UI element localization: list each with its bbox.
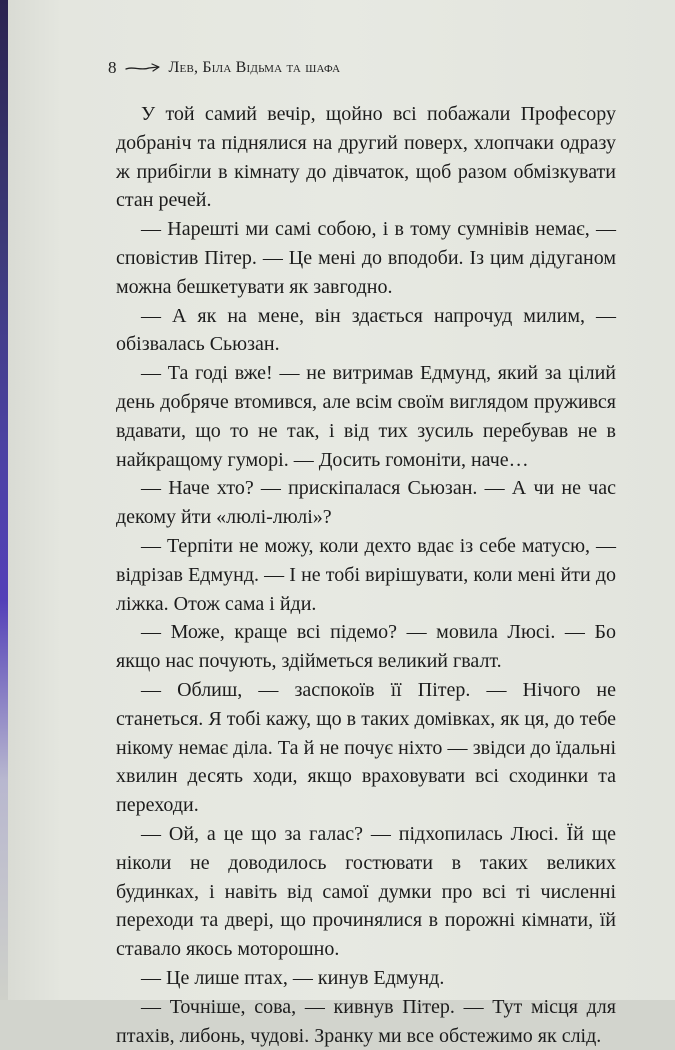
paragraph: — А як на мене, він здається напрочуд милим, — обізвалась Сьюзан.	[116, 304, 616, 356]
paragraph: — Облиш, — заспокоїв її Пітер. — Нічого не станеться. Я тобі кажу, що в таких домівках, як ця, до тебе нікому немає діла. Та й не почує ніхто — звідси до їдальні хвилин десять ходи, якщо враховувати всі сходинки та переходи.	[116, 678, 616, 817]
paragraph: У той самий вечір, щойно всі побажали Професору добраніч та піднялися на другий поверх, хлопчаки одразу ж прибігли в кімнату до дівчаток, щоб разом обмізкувати стан речей.	[116, 103, 616, 212]
page-header	[108, 55, 340, 81]
swash-arrow-icon	[125, 62, 161, 74]
paragraph: — Нарешті ми самі собою, і в тому сумнівів немає, — сповістив Пітер. — Це мені до вподоби. Із цим дідуганом можна бешкетувати як завгодно.	[116, 218, 616, 298]
paragraph: — Це лише птах, — кинув Едмунд.	[141, 966, 445, 989]
book-spine-edge	[0, 0, 8, 1000]
running-title: Лев, Біла Відьма та шафа	[168, 59, 341, 76]
paragraph: — Терпіти не можу, коли дехто вдає із себе матусю, — відрізав Едмунд. — І не тобі вирішувати, коли мені йти до ліжка. Отож сама і йди.	[116, 534, 616, 615]
body-text	[116, 100, 616, 1050]
paragraph: — Ой, а це що за галас? — підхопилась Люсі. Їй ще ніколи не доводилось гостювати в таких великих будинках, і навіть від самої думки про всі ті численні переходи та двері, що прочинялися в порожні кімнати, їй ставало якось моторошно.	[116, 822, 616, 961]
paragraph: — Та годі вже! — не витримав Едмунд, який за цілий день добряче втомився, але всім своїм виглядом пружився вдавати, що то не так, і від тих зусиль перебував не в найкращому гуморі. — Досить гомоніти, наче…	[116, 362, 616, 471]
page-number: 8	[108, 58, 117, 77]
paragraph: — Може, краще всі підемо? — мовила Люсі. — Бо якщо нас почують, здійметься великий гвалт.	[116, 621, 616, 673]
paragraph: — Наче хто? — прискіпалася Сьюзан. — А чи не час декому йти «люлі-люлі»?	[116, 477, 616, 529]
paragraph: — Точніше, сова, — кивнув Пітер. — Тут місця для птахів, либонь, чудові. Зранку ми все обстежимо як слід.	[116, 995, 616, 1047]
